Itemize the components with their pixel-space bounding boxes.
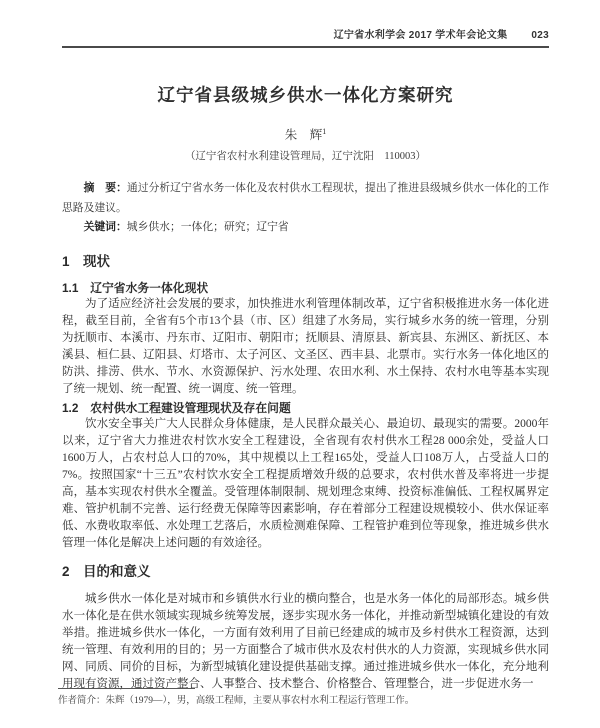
section-1-1-paragraph: 为了适应经济社会发展的要求，加快推进水利管理体制改革，辽宁省积极推进水务一体化进程，截至目前，全省有5个市13个县（市、区）组建了水务局，实行城乡水务的统一管理，分别为抚顺市、本溪市、丹东市、辽阳市、朝阳市；抚顺县、清原县、新宾县、东洲区、新抚区、本溪县、桓仁县、辽阳县、灯塔市、太子河区、文圣区、西丰县、北票市。实行水务一体化地区的防洪、排涝、供水、节水、水资源保护、污水处理、农田水利、水土保持、农村水电等基本实现了统一规划、统一配置、统一调度、统一管理。 xyxy=(62,297,549,395)
section-1-heading: 1 现状 xyxy=(62,253,111,269)
author-line xyxy=(62,124,549,143)
footnote xyxy=(58,688,548,708)
affiliation: （辽宁省农村水利建设管理局，辽宁沈阳 110003） xyxy=(184,151,427,163)
section-2-paragraph: 城乡供水一体化是对城市和乡镇供水行业的横向整合，也是水务一体化的局部形态。城乡供水一体化是在供水领域实现城乡统筹发展，逐步实现水务一体化，并推动新型城镇化建设的有效举措。推进城乡供水一体化，一方面有效利用了目前已经建成的城市及乡村供水工程资源，达到统一管理、有效利用的目的；另一方面整合了城市供水及农村供水的人力资源，实现城乡供水同网、同质、同价的目标，为新型城镇化建设提供基础支撑。通过推进城乡供水一体化，充分地利用现有资源，通过资产整合、人事整合、技术整合、价格整合、管理整合，进一步促进水务一 xyxy=(62,592,549,690)
page-number: 023 xyxy=(531,30,549,41)
abstract xyxy=(62,179,549,218)
author-footnote-marker: 1 xyxy=(322,127,327,136)
footnote-text: 作者简介：朱辉（1979—），男，高级工程师，主要从事农村水利工程运行管理工作。 xyxy=(58,696,415,706)
paper-title: 辽宁省县级城乡供水一体化方案研究 xyxy=(157,85,454,105)
page-content xyxy=(62,0,549,693)
keywords-label: 关键词： xyxy=(83,221,127,234)
keywords xyxy=(62,218,549,238)
section-1-2-heading: 1.2 农村供水工程建设管理现状及存在问题 xyxy=(62,400,291,415)
proceedings-title: 辽宁省水利学会 2017 学术年会论文集 xyxy=(333,30,508,41)
footnote-separator xyxy=(58,688,195,689)
section-1-2-paragraph: 饮水安全事关广大人民群众身体健康，是人民群众最关心、最迫切、最现实的需要。2000年以来，辽宁省大力推进农村饮水安全工程建设，全省现有农村供水工程28 000余处，受益人口1600万人，占农村总人口的70%，其中规模以上工程165处，受益人口108万人，占受益人口的7%。按照国家“十三五”农村饮水安全工程提质增效升级的总要求，农村供水普及率将进一步提高，基本实现农村供水全覆盖。受管理体制限制、规划理念束缚、投资标准偏低、工程权属界定难、管护机制不完善、运行经费无保障等因素影响，存在着部分工程建设规模较小、供水保证率低、水费收取率低、水处理工艺落后，水质检测难保障、工程管护难到位等现象，推进城乡供水管理一体化是解决上述问题的有效途径。 xyxy=(62,417,549,549)
section-1-1-heading: 1.1 辽宁省水务一体化现状 xyxy=(62,280,209,295)
page-header xyxy=(62,0,549,48)
abstract-text: 通过分析辽宁省水务一体化及农村供水工程现状，提出了推进县级城乡供水一体化的工作思路及建议。 xyxy=(62,182,549,214)
author-name: 朱 辉 xyxy=(284,128,323,143)
section-2-heading: 2 目的和意义 xyxy=(62,563,151,579)
abstract-label: 摘 要： xyxy=(83,182,127,195)
keywords-text: 城乡供水；一体化；研究；辽宁省 xyxy=(126,221,289,234)
